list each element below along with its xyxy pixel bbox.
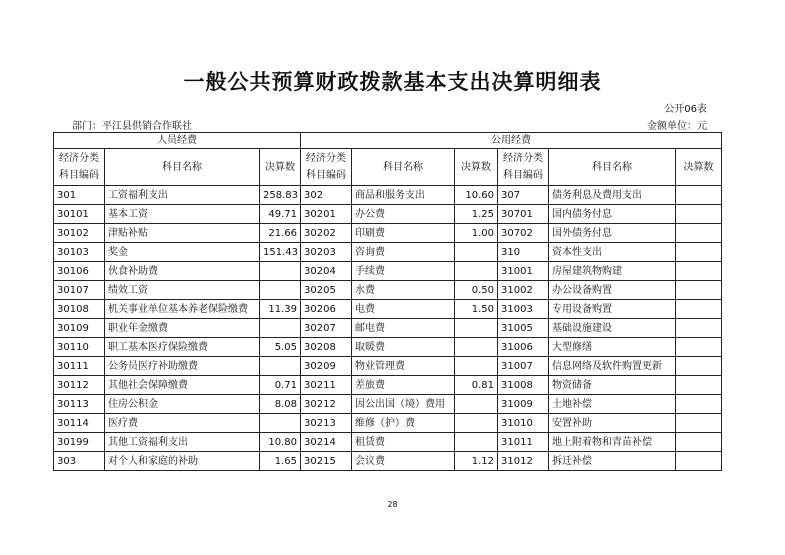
- name-cell: 物资储备: [549, 376, 676, 395]
- header-name: 科目名称: [352, 149, 455, 186]
- amount-cell: [455, 243, 498, 262]
- name-cell: 基础设施建设: [549, 319, 676, 338]
- name-cell: 水费: [352, 281, 455, 300]
- name-cell: 物业管理费: [352, 357, 455, 376]
- amount-cell: [676, 357, 722, 376]
- amount-cell: 0.71: [260, 376, 301, 395]
- amount-cell: 1.00: [455, 224, 498, 243]
- code-cell: 30199: [54, 433, 105, 452]
- code-cell: 30701: [498, 205, 549, 224]
- code-cell: 31008: [498, 376, 549, 395]
- name-cell: 大型修缮: [549, 338, 676, 357]
- amount-cell: 1.50: [455, 300, 498, 319]
- code-cell: 31010: [498, 414, 549, 433]
- amount-cell: [676, 433, 722, 452]
- page-number: 28: [387, 500, 398, 509]
- code-cell: 30214: [301, 433, 352, 452]
- table-code: 公开06表: [664, 104, 707, 115]
- amount-cell: [676, 319, 722, 338]
- column-header-row: [54, 149, 722, 186]
- name-cell: 津贴补贴: [105, 224, 260, 243]
- amount-unit-label: 金额单位：元: [647, 121, 707, 132]
- name-cell: 医疗费: [105, 414, 260, 433]
- name-cell: 因公出国（境）费用: [352, 395, 455, 414]
- name-cell: 对个人和家庭的补助: [105, 452, 260, 471]
- group-header-row: [54, 133, 722, 149]
- name-cell: 职业年金缴费: [105, 319, 260, 338]
- amount-cell: [676, 338, 722, 357]
- code-cell: 31009: [498, 395, 549, 414]
- header-code: 经济分类科目编码: [301, 149, 352, 186]
- amount-cell: [676, 395, 722, 414]
- amount-cell: [676, 186, 722, 205]
- group-personnel: 人员经费: [54, 133, 301, 149]
- code-cell: 301: [54, 186, 105, 205]
- name-cell: 奖金: [105, 243, 260, 262]
- header-code: 经济分类科目编码: [54, 149, 105, 186]
- amount-cell: [676, 224, 722, 243]
- name-cell: 国外债务付息: [549, 224, 676, 243]
- amount-cell: [260, 262, 301, 281]
- name-cell: 商品和服务支出: [352, 186, 455, 205]
- name-cell: 住房公积金: [105, 395, 260, 414]
- amount-cell: [455, 262, 498, 281]
- code-cell: 30114: [54, 414, 105, 433]
- code-cell: 30109: [54, 319, 105, 338]
- amount-cell: 0.81: [455, 376, 498, 395]
- code-cell: 30202: [301, 224, 352, 243]
- name-cell: 办公费: [352, 205, 455, 224]
- code-cell: 30108: [54, 300, 105, 319]
- amount-cell: [260, 414, 301, 433]
- amount-cell: 151.43: [260, 243, 301, 262]
- amount-cell: [455, 395, 498, 414]
- code-cell: 30213: [301, 414, 352, 433]
- amount-cell: 1.65: [260, 452, 301, 471]
- table-row: [54, 338, 722, 357]
- name-cell: 债务利息及费用支出: [549, 186, 676, 205]
- code-cell: 31007: [498, 357, 549, 376]
- amount-cell: [455, 357, 498, 376]
- name-cell: 国内债务付息: [549, 205, 676, 224]
- amount-cell: [676, 205, 722, 224]
- name-cell: 房屋建筑物购建: [549, 262, 676, 281]
- table-row: [54, 224, 722, 243]
- name-cell: 咨询费: [352, 243, 455, 262]
- group-public: 公用经费: [301, 133, 722, 149]
- amount-cell: [676, 452, 722, 471]
- code-cell: 31012: [498, 452, 549, 471]
- name-cell: 手续费: [352, 262, 455, 281]
- name-cell: 绩效工资: [105, 281, 260, 300]
- code-cell: 30101: [54, 205, 105, 224]
- name-cell: 电费: [352, 300, 455, 319]
- name-cell: 职工基本医疗保险缴费: [105, 338, 260, 357]
- code-cell: 31006: [498, 338, 549, 357]
- code-cell: 31005: [498, 319, 549, 338]
- department-label: 部门：平江县供销合作联社: [72, 121, 192, 132]
- amount-cell: 5.05: [260, 338, 301, 357]
- name-cell: 基本工资: [105, 205, 260, 224]
- amount-cell: 11.39: [260, 300, 301, 319]
- amount-cell: 8.08: [260, 395, 301, 414]
- name-cell: 邮电费: [352, 319, 455, 338]
- table-row: [54, 357, 722, 376]
- table-row: [54, 433, 722, 452]
- expenditure-table: [53, 132, 722, 471]
- header-amount: 决算数: [260, 149, 301, 186]
- name-cell: 工资福利支出: [105, 186, 260, 205]
- code-cell: 30208: [301, 338, 352, 357]
- name-cell: 公务员医疗补助缴费: [105, 357, 260, 376]
- table-row: [54, 319, 722, 338]
- name-cell: 拆迁补偿: [549, 452, 676, 471]
- name-cell: 印刷费: [352, 224, 455, 243]
- header-code: 经济分类科目编码: [498, 149, 549, 186]
- name-cell: 租赁费: [352, 433, 455, 452]
- table-row: [54, 376, 722, 395]
- name-cell: 土地补偿: [549, 395, 676, 414]
- code-cell: 30209: [301, 357, 352, 376]
- header-name: 科目名称: [549, 149, 676, 186]
- amount-cell: 1.25: [455, 205, 498, 224]
- page-title: 一般公共预算财政拨款基本支出决算明细表: [183, 70, 602, 94]
- code-cell: 30110: [54, 338, 105, 357]
- table-row: [54, 414, 722, 433]
- amount-cell: [260, 319, 301, 338]
- header-amount: 决算数: [676, 149, 722, 186]
- code-cell: 30111: [54, 357, 105, 376]
- amount-cell: [260, 281, 301, 300]
- code-cell: 30204: [301, 262, 352, 281]
- code-cell: 31011: [498, 433, 549, 452]
- name-cell: 资本性支出: [549, 243, 676, 262]
- code-cell: 307: [498, 186, 549, 205]
- amount-cell: [455, 414, 498, 433]
- amount-cell: 49.71: [260, 205, 301, 224]
- amount-cell: [676, 262, 722, 281]
- code-cell: 30102: [54, 224, 105, 243]
- name-cell: 专用设备购置: [549, 300, 676, 319]
- amount-cell: [676, 300, 722, 319]
- table-row: [54, 205, 722, 224]
- amount-cell: [455, 319, 498, 338]
- name-cell: 机关事业单位基本养老保险缴费: [105, 300, 260, 319]
- table-row: [54, 395, 722, 414]
- amount-cell: 10.80: [260, 433, 301, 452]
- code-cell: 31003: [498, 300, 549, 319]
- name-cell: 伙食补助费: [105, 262, 260, 281]
- amount-cell: [676, 243, 722, 262]
- amount-cell: [455, 433, 498, 452]
- name-cell: 取暖费: [352, 338, 455, 357]
- amount-cell: 1.12: [455, 452, 498, 471]
- code-cell: 310: [498, 243, 549, 262]
- amount-cell: [676, 281, 722, 300]
- name-cell: 办公设备购置: [549, 281, 676, 300]
- name-cell: 其他社会保障缴费: [105, 376, 260, 395]
- code-cell: 30203: [301, 243, 352, 262]
- code-cell: 30103: [54, 243, 105, 262]
- amount-cell: [676, 376, 722, 395]
- amount-cell: 258.83: [260, 186, 301, 205]
- table-row: [54, 281, 722, 300]
- code-cell: 30112: [54, 376, 105, 395]
- name-cell: 信息网络及软件购置更新: [549, 357, 676, 376]
- amount-cell: 21.66: [260, 224, 301, 243]
- amount-cell: [455, 338, 498, 357]
- name-cell: 会议费: [352, 452, 455, 471]
- code-cell: 30206: [301, 300, 352, 319]
- header-name: 科目名称: [105, 149, 260, 186]
- name-cell: 安置补助: [549, 414, 676, 433]
- code-cell: 30702: [498, 224, 549, 243]
- code-cell: 30212: [301, 395, 352, 414]
- amount-cell: 10.60: [455, 186, 498, 205]
- code-cell: 303: [54, 452, 105, 471]
- code-cell: 30211: [301, 376, 352, 395]
- table-row: [54, 452, 722, 471]
- code-cell: 302: [301, 186, 352, 205]
- table-row: [54, 300, 722, 319]
- code-cell: 30215: [301, 452, 352, 471]
- code-cell: 30207: [301, 319, 352, 338]
- table-row: [54, 243, 722, 262]
- header-amount: 决算数: [455, 149, 498, 186]
- amount-cell: 0.50: [455, 281, 498, 300]
- code-cell: 30107: [54, 281, 105, 300]
- code-cell: 30113: [54, 395, 105, 414]
- name-cell: 地上附着物和青苗补偿: [549, 433, 676, 452]
- code-cell: 30205: [301, 281, 352, 300]
- code-cell: 31002: [498, 281, 549, 300]
- amount-cell: [676, 414, 722, 433]
- code-cell: 31001: [498, 262, 549, 281]
- name-cell: 维修（护）费: [352, 414, 455, 433]
- code-cell: 30201: [301, 205, 352, 224]
- table-row: [54, 262, 722, 281]
- amount-cell: [260, 357, 301, 376]
- table-row: [54, 186, 722, 205]
- name-cell: 其他工资福利支出: [105, 433, 260, 452]
- code-cell: 30106: [54, 262, 105, 281]
- name-cell: 差旅费: [352, 376, 455, 395]
